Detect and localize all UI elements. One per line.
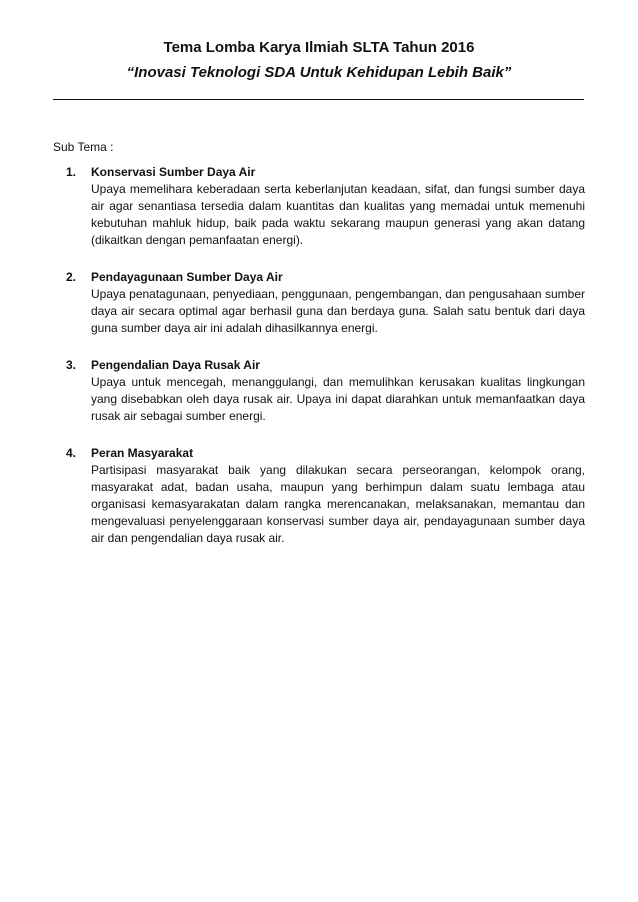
item-body: [91, 357, 585, 425]
item-number: 1.: [66, 165, 77, 179]
item-title: Peran Masyarakat: [91, 446, 194, 460]
item-description: Upaya untuk mencegah, menanggulangi, dan memulihkan kerusakan kualitas lingkungan yang disebabkan oleh daya rusak air. Upaya ini dapat diarahkan untuk memanfaatkan daya rusak air sebagai sumber energi.: [91, 375, 585, 423]
item-title: Konservasi Sumber Daya Air: [91, 165, 256, 179]
list-item: [66, 357, 585, 425]
item-description: Upaya penatagunaan, penyediaan, penggunaan, pengembangan, dan pengusahaan sumber daya air secara optimal agar berhasil guna dan berdaya guna. Salah satu bentuk dari daya guna sumber daya air ini adalah dihasilkannya energi.: [91, 287, 585, 335]
item-number: 2.: [66, 270, 77, 284]
header-divider: [53, 99, 584, 100]
document-subtitle: “Inovasi Teknologi SDA Untuk Kehidupan Lebih Baik”: [126, 64, 512, 81]
item-title: Pengendalian Daya Rusak Air: [91, 358, 260, 372]
item-description: Partisipasi masyarakat baik yang dilakukan secara perseorangan, kelompok orang, masyarakat adat, badan usaha, maupun yang berhimpun dalam suatu lembaga atau organisasi kemasyarakatan dalam rangka merencanakan, melaksanakan, memantau dan mengevaluasi penyelenggaraan konservasi sumber daya air, pendayagunaan sumber daya air dan pengendalian daya rusak air.: [91, 463, 585, 545]
item-body: [91, 164, 585, 249]
item-number: 3.: [66, 358, 77, 372]
list-item: [66, 445, 585, 547]
item-number: 4.: [66, 446, 77, 460]
item-title: Pendayagunaan Sumber Daya Air: [91, 270, 283, 284]
list-item: [66, 269, 585, 337]
item-description: Upaya memelihara keberadaan serta keberlanjutan keadaan, sifat, dan fungsi sumber daya air agar senantiasa tersedia dalam kuantitas dan kualitas yang memadai untuk memenuhi kebutuhan mahluk hidup, baik pada waktu sekarang maupun generasi yang akan datang (dikaitkan dengan pemanfaatan energi).: [91, 182, 585, 247]
list-item: [66, 164, 585, 249]
document-title: Tema Lomba Karya Ilmiah SLTA Tahun 2016: [163, 39, 475, 56]
item-body: [91, 269, 585, 337]
subtheme-list: [66, 164, 585, 567]
subtheme-label: Sub Tema :: [53, 140, 114, 154]
item-body: [91, 445, 585, 547]
